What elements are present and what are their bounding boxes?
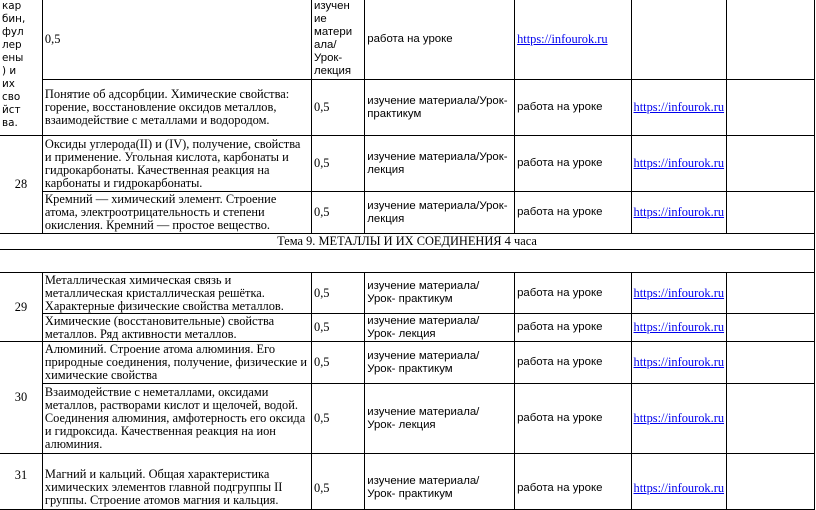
topic-cell: Оксиды углерода(II) и (IV), получение, свойства и применение. Угольная кислота, карбонаты и гидрокарбонаты. Качественная реакция на карбонаты и гидрокарбонаты. [42, 136, 311, 192]
hours-cell: 0,5 [312, 80, 365, 136]
spacer-cell [42, 454, 311, 468]
hours-cell: 0,5 [312, 468, 365, 510]
topic-cell: Взаимодействие с неметаллами, оксидами металлов, растворами кислот и щелочей, водой. Соединения алюминия, амфотерность его оксида и гидроксида. Качественная реакция на ион алюминия. [42, 384, 311, 454]
spacer-cell [365, 454, 515, 468]
topic-cell: Кремний — химический элемент. Строение атома, электроотрицательность и степени окисления. Кремний — простое вещество. [42, 192, 311, 234]
table-row [0, 234, 815, 250]
resource-link[interactable]: https://infourok.ru [631, 314, 727, 342]
topic-cell: Металлическая химическая связь и металлическая кристаллическая решётка. Характерные физические свойства металлов. [42, 273, 311, 314]
activity-cell: изучение материала/ Урок- практикум [365, 468, 515, 510]
table-row [0, 0, 815, 80]
empty-cell [727, 273, 815, 314]
spacer-cell [631, 454, 727, 468]
form-cell: работа на уроке [515, 384, 631, 454]
spacer-cell [515, 454, 631, 468]
empty-cell [727, 80, 815, 136]
table-row [0, 384, 815, 454]
resource-link[interactable]: https://infourok.ru [631, 342, 727, 384]
hours-cell: 0,5 [312, 273, 365, 314]
activity-cell: изучение материала/ Урок- лекция [365, 384, 515, 454]
table-row [0, 314, 815, 342]
lesson-number: 28 [0, 136, 42, 234]
activity-cell: изучен ие матери ала/ Урок- лекция [312, 0, 365, 80]
table-row [0, 80, 815, 136]
resource-link[interactable]: https://infourok.ru [631, 273, 727, 314]
topic-cell: Химические (восстановительные) свойства металлов. Ряд активности металлов. [42, 314, 311, 342]
lesson-number: 30 [0, 342, 42, 454]
form-cell: работа на уроке [515, 136, 631, 192]
table-row [0, 250, 815, 273]
form-cell: работа на уроке [515, 80, 631, 136]
form-cell: работа на уроке [365, 0, 515, 80]
activity-cell: изучение материала/Урок-лекция [365, 136, 515, 192]
form-cell: работа на уроке [515, 342, 631, 384]
table-row [0, 136, 815, 192]
empty-cell [727, 136, 815, 192]
table-row [0, 273, 815, 314]
form-cell: работа на уроке [515, 314, 631, 342]
empty-cell [631, 0, 727, 80]
form-cell: работа на уроке [515, 273, 631, 314]
spacer-cell [727, 454, 815, 468]
table-row [0, 468, 815, 510]
resource-link[interactable]: https://infourok.ru [515, 0, 631, 80]
activity-cell: изучение материала/ Урок- лекция [365, 314, 515, 342]
hours-cell: 0,5 [312, 192, 365, 234]
empty-cell [727, 468, 815, 510]
hours-cell: 0,5 [312, 342, 365, 384]
form-cell: работа на уроке [515, 468, 631, 510]
form-cell: работа на уроке [515, 192, 631, 234]
resource-link[interactable]: https://infourok.ru [631, 192, 727, 234]
table-row [0, 342, 815, 384]
activity-cell: изучение материала/Урок-практикум [365, 80, 515, 136]
activity-cell: изучение материала/ Урок- практикум [365, 273, 515, 314]
activity-cell: изучение материала/Урок-лекция [365, 192, 515, 234]
topic-cell: Алюминий. Строение атома алюминия. Его природные соединения, получение, физические и химические свойства [42, 342, 311, 384]
topic-cell: Магний и кальций. Общая характеристика химических элементов главной подгруппы II группы. Строение атомов магния и кальция. [42, 468, 311, 510]
table-row [0, 454, 815, 468]
empty-cell [727, 314, 815, 342]
hours-cell: 0,5 [312, 384, 365, 454]
empty-cell [727, 342, 815, 384]
resource-link[interactable]: https://infourok.ru [631, 136, 727, 192]
resource-link[interactable]: https://infourok.ru [631, 384, 727, 454]
hours-cell: 0,5 [312, 314, 365, 342]
resource-link[interactable]: https://infourok.ru [631, 468, 727, 510]
hours-cell: 0,5 [42, 0, 311, 80]
lesson-number: 29 [0, 273, 42, 342]
activity-cell: изучение материала/ Урок- практикум [365, 342, 515, 384]
topic-cell: Понятие об адсорбции. Химические свойства: горение, восстановление оксидов металлов, взаимодействие с металлами и водородом. [42, 80, 311, 136]
empty-cell [727, 384, 815, 454]
spacer-cell [0, 250, 815, 273]
topic-side-label: кар бин, фул лер ены ) и их сво йст ва. [0, 0, 42, 136]
theme-header: Тема 9. МЕТАЛЛЫ И ИХ СОЕДИНЕНИЯ 4 часа [0, 234, 815, 250]
spacer-cell [0, 454, 42, 468]
table-row [0, 192, 815, 234]
empty-cell [727, 192, 815, 234]
spacer-cell [312, 454, 365, 468]
hours-cell: 0,5 [312, 136, 365, 192]
resource-link[interactable]: https://infourok.ru [631, 80, 727, 136]
empty-cell [727, 0, 815, 80]
lesson-number: 31 [0, 468, 42, 510]
